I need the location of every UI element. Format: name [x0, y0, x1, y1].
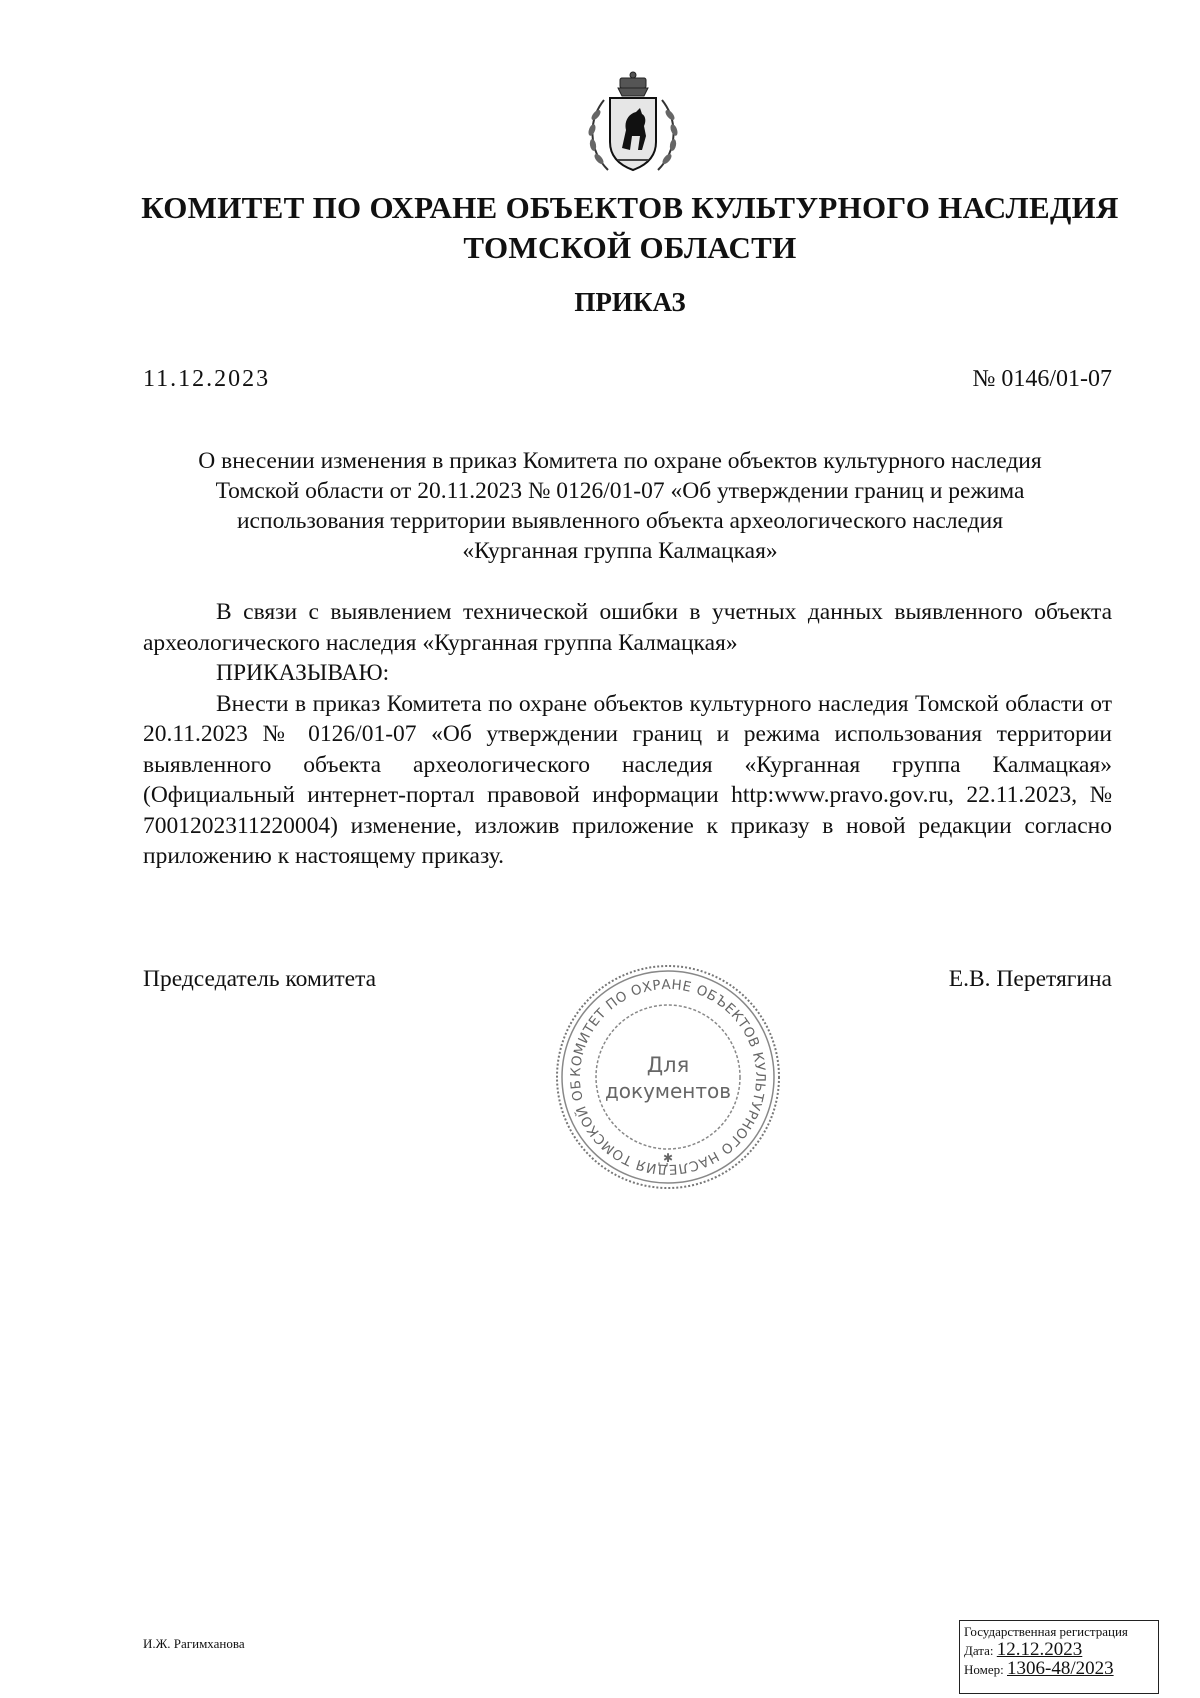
document-type: ПРИКАЗ	[574, 287, 686, 317]
registration-title: Государственная регистрация	[964, 1624, 1128, 1639]
organization-title-line2: ТОМСКОЙ ОБЛАСТИ	[463, 230, 797, 265]
signatory-name: Е.В. Перетягина	[948, 966, 1112, 992]
official-seal-icon	[553, 962, 783, 1192]
body-paragraph-preamble: В связи с выявлением технической ошибки в учетных данных выявленного объекта археологического наследия «Курганная группа Калмацкая»	[143, 599, 1112, 656]
organization-title	[100, 188, 1160, 268]
registration-number-value: 1306-48/2023	[1007, 1658, 1114, 1679]
body-paragraph-order: Внести в приказ Комитета по охране объектов культурного наследия Томской области от 20.11.2023 № 0126/01-07 «Об утверждении границ и режима использования территории выявленного объекта археологического наследия «Курганная группа Калмацкая» (Официальный интернет-портал правовой информации http:www.pravo.gov.ru, 22.11.2023, № 7001202311220004) изменение, изложив приложение к приказу в новой редакции согласно приложению к настоящему приказу.	[143, 690, 1112, 869]
seal-center-line2: документов	[604, 1079, 732, 1103]
executor-name: И.Ж. Рагимханова	[143, 1636, 245, 1651]
document-date: 11.12.2023	[143, 366, 271, 392]
registration-date-value: 12.12.2023	[996, 1639, 1083, 1660]
document-number: № 0146/01-07	[972, 366, 1112, 392]
subject-line: использования территории выявленного объекта археологического наследия	[236, 508, 1004, 534]
document-body	[143, 597, 1112, 872]
order-keyword: ПРИКАЗЫВАЮ:	[216, 660, 390, 686]
organization-title-line1: КОМИТЕТ ПО ОХРАНЕ ОБЪЕКТОВ КУЛЬТУРНОГО НАСЛЕДИЯ	[141, 190, 1119, 225]
subject-line: «Курганная группа Калмацкая»	[462, 538, 778, 564]
registration-number-row	[964, 1660, 1154, 1679]
document-subject	[120, 446, 1120, 566]
registration-number-label: Номер:	[964, 1662, 1004, 1677]
coat-of-arms-icon	[574, 70, 692, 182]
registration-date-label: Дата:	[964, 1643, 994, 1658]
subject-line: Томской области от 20.11.2023 № 0126/01-07 «Об утверждении границ и режима	[215, 478, 1025, 504]
seal-center-line1: Для	[646, 1053, 690, 1077]
state-registration-box	[959, 1620, 1159, 1694]
signatory-position: Председатель комитета	[143, 966, 377, 992]
seal-ring-text: КОМИТЕТ ПО ОХРАНЕ ОБЪЕКТОВ КУЛЬТУРНОГО НАСЛЕДИЯ ТОМСКОЙ ОБ	[567, 976, 769, 1178]
svg-text:✱: ✱	[662, 1151, 674, 1165]
subject-line: О внесении изменения в приказ Комитета по охране объектов культурного наследия	[198, 448, 1042, 474]
